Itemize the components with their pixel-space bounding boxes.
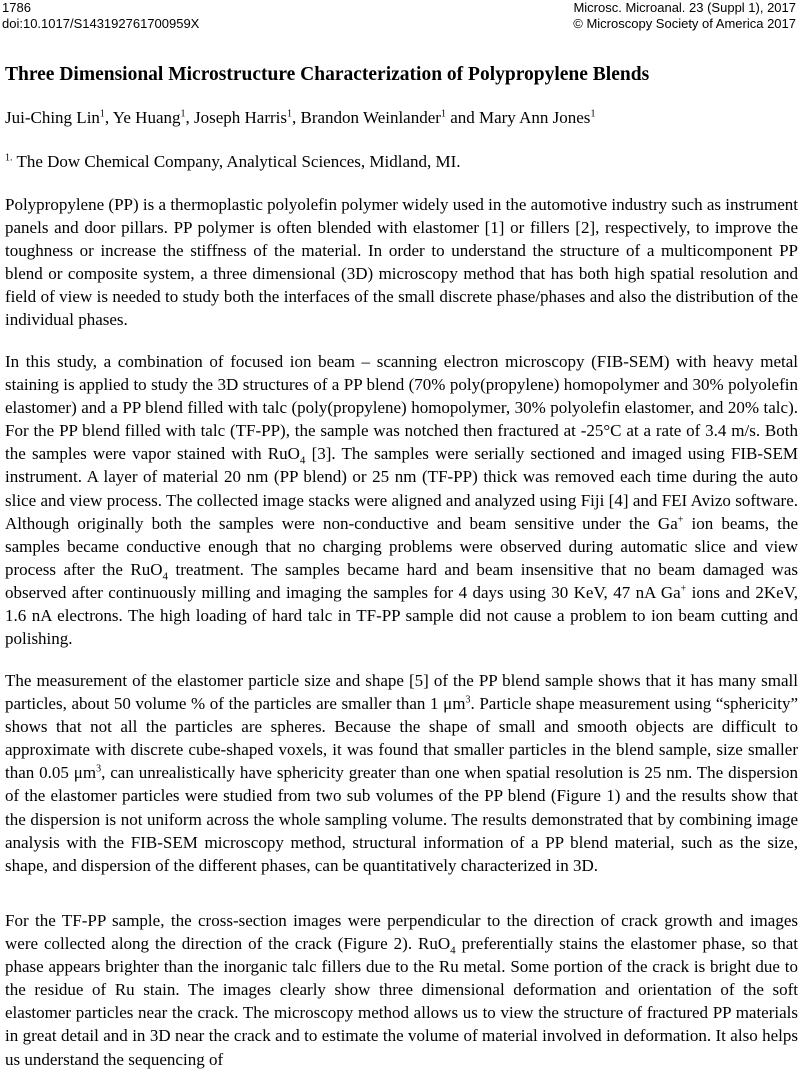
author: Ye Huang (112, 108, 181, 127)
author: Mary Ann Jones (478, 108, 591, 127)
author-affil-marker: 1 (287, 108, 293, 120)
subscript: 4 (162, 570, 168, 583)
author: Jui-Ching Lin (5, 108, 100, 127)
running-header (0, 0, 800, 34)
paragraph-results-tfpp (5, 909, 798, 1071)
affiliation (5, 150, 795, 174)
text-run: [3]. The samples were serially sectioned and imaged using FIB-SEM instrument. A layer of material 20 nm (PP blend) or 25 nm (TF-PP) thick was removed each time during the auto slice and view process. The collected image stacks were aligned and analyzed using Fiji [4] and FEI Avizo software. Although originally both the samples were non-conductive and beam sensitive under the Ga (5, 444, 798, 533)
affiliation-text: The Dow Chemical Company, Analytical Sciences, Midland, MI. (12, 152, 461, 171)
author-separator: , (104, 108, 113, 127)
author-affil-marker: 1 (99, 108, 105, 120)
author-list (5, 106, 795, 130)
author-separator: , (292, 108, 301, 127)
text-run: . Particle shape measurement using “sphericity” shows that not all the particles are spheres. Because the shape of small and smooth objects are difficult to approximate with discrete cube-shaped voxels, it was found that smaller particles in the blend sample, size smaller than 0.05 μm (5, 694, 798, 783)
author-affil-marker: 1 (440, 108, 446, 120)
text-run: , can unrealistically have sphericity greater than one when spatial resolution is 25 nm. The dispersion of the elastomer particles were studied from two sub volumes of the PP blend (Figure 1) and the results show that the dispersion is not uniform across the whole sampling volume. The results demonstrated that by combining image analysis with the FIB-SEM microscopy method, structural information of a PP blend material, such as the size, shape, and dispersion of the different phases, can be quantitatively characterized in 3D. (5, 763, 798, 875)
superscript: 3 (96, 763, 102, 775)
text-run: ion beams, the samples became conductive enough that no charging problems were observed during automatic slice and view process after the RuO (5, 513, 798, 579)
author-separator: and (445, 108, 479, 127)
text-run: preferentially stains the elastomer phase, so that phase appears brighter than the inorganic talc fillers due to the Ru metal. Some portion of the crack is bright due to the residue of Ru stain. The images clearly show three dimensional deformation and orientation of the soft elastomer particles near the crack. The microscopy method allows us to view the structure of fractured PP materials in great detail and in 3D near the crack and to estimate the volume of material involved in deformation. It also helps us understand the sequencing of (5, 934, 799, 1069)
superscript: 3 (465, 694, 471, 706)
superscript: + (677, 514, 684, 525)
text-run: treatment. The samples became hard and beam insensitive that no beam damaged was observed after continuously milling and imaging the samples for 4 days using 30 KeV, 47 nA Ga (5, 559, 798, 602)
header-left (2, 0, 199, 32)
paragraph-intro: Polypropylene (PP) is a thermoplastic polyolefin polymer widely used in the automotive industry such as instrument panels and door pillars. PP polymer is often blended with elastomer [1] or fillers [2], respectively, to improve the toughness or increase the stiffness of the material. In order to understand the structure of a multicomponent PP blend or composite system, a three dimensional (3D) microscopy method that has both high spatial resolution and field of view is needed to study both the interfaces of the small discrete phase/phases and also the distribution of the individual phases. (5, 195, 798, 330)
text-run: For the TF-PP sample, the cross-section images were perpendicular to the direction of crack growth and images were collected along the direction of the crack (Figure 2). RuO (5, 911, 798, 954)
superscript: + (680, 583, 687, 595)
doi: doi:10.1017/S143192761700959X (2, 16, 200, 31)
text-run: The measurement of the elastomer particle size and shape [5] of the PP blend sample shows that it has many small particles, about 50 volume % of the particles are smaller than 1 μm (5, 671, 798, 714)
author: Joseph Harris (194, 108, 288, 127)
paragraph-results-blend (5, 669, 798, 877)
header-right (573, 0, 796, 32)
text-run: ions and 2KeV, 1.6 nA electrons. The high loading of hard talc in TF-PP sample did not cause a problem to ion beam cutting and polishing. (5, 582, 798, 649)
author: Brandon Weinlander (300, 108, 441, 127)
copyright-notice: © Microscopy Society of America 2017 (573, 16, 796, 31)
author-affil-marker: 1 (590, 108, 596, 120)
paragraph-methods (5, 350, 798, 650)
affiliation-marker: 1. (5, 152, 13, 164)
journal-citation: Microsc. Microanal. 23 (Suppl 1), 2017 (573, 0, 796, 15)
subscript: 4 (450, 944, 456, 957)
author-separator: , (185, 108, 194, 127)
page-number: 1786 (2, 0, 31, 15)
subscript: 4 (299, 454, 306, 467)
author-affil-marker: 1 (180, 108, 186, 120)
text-run: In this study, a combination of focused ion beam – scanning electron microscopy (FIB-SEM) with heavy metal staining is applied to study the 3D structures of a PP blend (70% poly(propylene) homopolymer and 30% polyolefin elastomer) and a PP blend filled with talc (poly(propylene) homopolymer, 30% polyolefin elastomer, and 20% talc). For the PP blend filled with talc (TF-PP), the sample was notched then fractured at -25°C at a rate of 3.4 m/s. Both the samples were vapor stained with RuO (5, 352, 798, 464)
paper-title: Three Dimensional Microstructure Characterization of Polypropylene Blends (5, 64, 650, 85)
